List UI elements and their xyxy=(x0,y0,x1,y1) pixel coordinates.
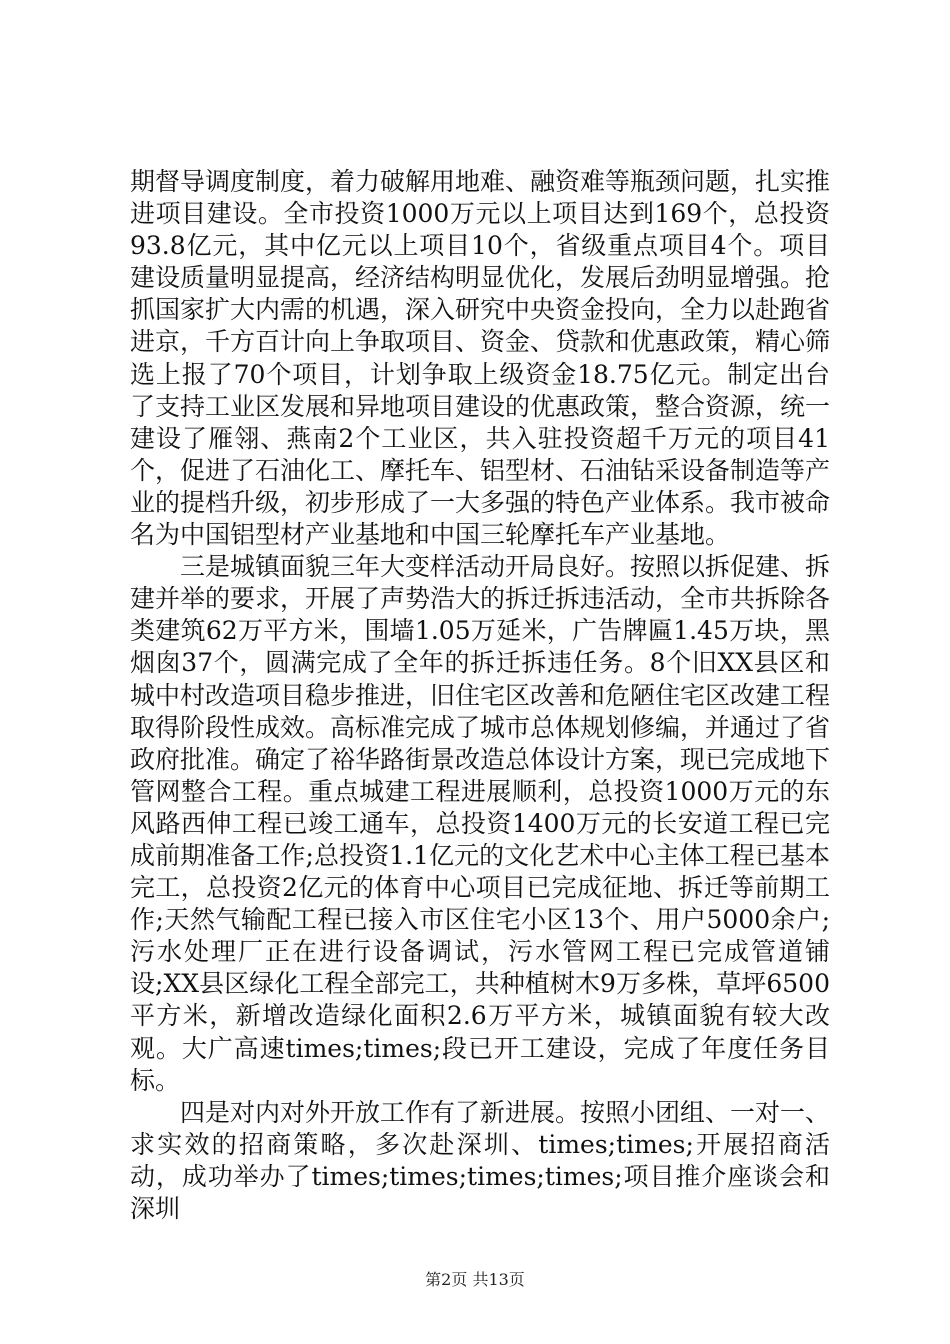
paragraph-opening-up: 四是对内对外开放工作有了新进展。按照小团组、一对一、求实效的招商策略，多次赴深圳、times;times;开展招商活动，成功举办了times;times;times;times;项目推介座谈会和深圳 xyxy=(130,1097,831,1223)
paragraph-continuation: 期督导调度制度，着力破解用地难、融资难等瓶颈问题，扎实推进项目建设。全市投资1000万元以上项目达到169个，总投资93.8亿元，其中亿元以上项目10个，省级重点项目4个。项目建设质量明显提高，经济结构明显优化，发展后劲明显增强。抢抓国家扩大内需的机遇，深入研究中央资金投向，全力以赴跑省进京，千方百计向上争取项目、资金、贷款和优惠政策，精心筛选上报了70个项目，计划争取上级资金18.75亿元。制定出台了支持工业区发展和异地项目建设的优惠政策，整合资源，统一建设了雁翎、燕南2个工业区，共入驻投资超千万元的项目41个，促进了石油化工、摩托车、铝型材、石油钻采设备制造等产业的提档升级，初步形成了一大多强的特色产业体系。我市被命名为中国铝型材产业基地和中国三轮摩托车产业基地。 xyxy=(130,167,831,550)
body-text xyxy=(130,166,830,1225)
page-number-footer: 第2页 共13页 xyxy=(425,1270,525,1289)
paragraph-urban-renewal: 三是城镇面貌三年大变样活动开局良好。按照以拆促建、拆建并举的要求，开展了声势浩大的拆迁拆违活动，全市共拆除各类建筑62万平方米，围墙1.05万延米，广告牌匾1.45万块，黑烟囱37个，圆满完成了全年的拆迁拆违任务。8个旧XX县区和城中村改造项目稳步推进，旧住宅区改善和危陋住宅区改建工程取得阶段性成效。高标准完成了城市总体规划修编，并通过了省政府批准。确定了裕华路街景改造总体设计方案，现已完成地下管网整合工程。重点城建工程进展顺利，总投资1000万元的东风路西伸工程已竣工通车，总投资1400万元的长安道工程已完成前期准备工作;总投资1.1亿元的文化艺术中心主体工程已基本完工，总投资2亿元的体育中心项目已完成征地、拆迁等前期工作;天然气输配工程已接入市区住宅小区13个、用户5000余户;污水处理厂正在进行设备调试，污水管网工程已完成管道铺设;XX县区绿化工程全部完工，共种植树木9万多株，草坪6500平方米，新增改造绿化面积2.6万平方米，城镇面貌有较大改观。大广高速times;times;段已开工建设，完成了年度任务目标。 xyxy=(130,552,831,1095)
